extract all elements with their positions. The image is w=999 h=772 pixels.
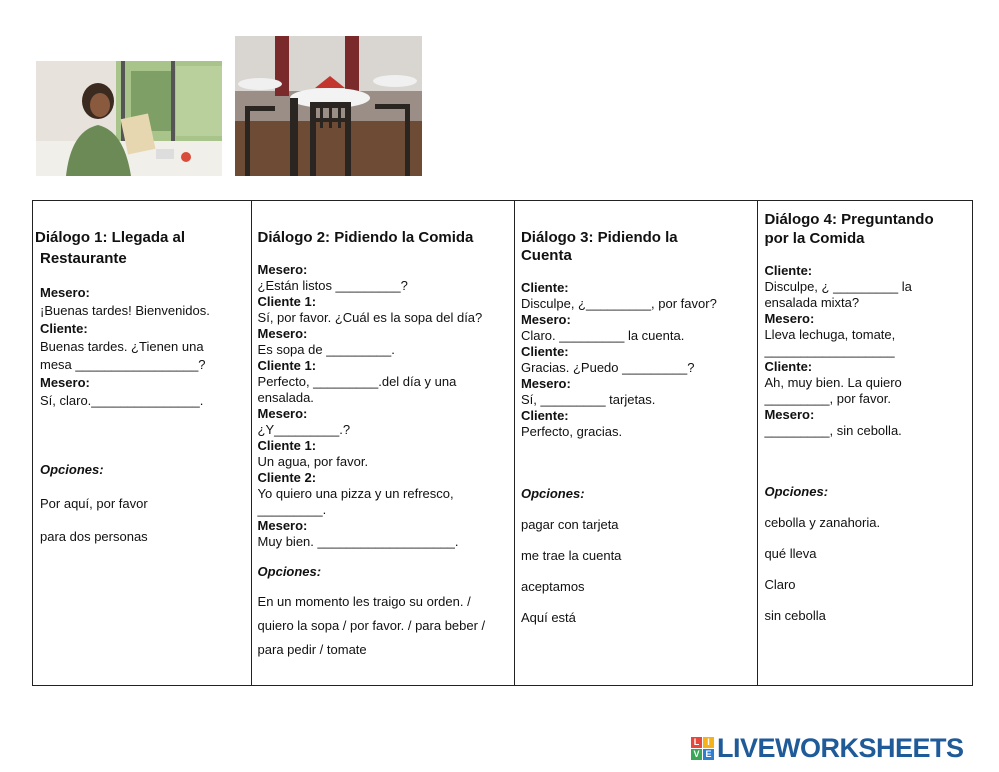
dialog-line: _________. (257, 502, 327, 517)
dialog-3-title-line-1: Diálogo 3: Pidiendo la (520, 229, 678, 246)
speaker-label: Mesero: (520, 312, 571, 327)
option-item: Claro (764, 577, 796, 592)
options-header: Opciones: (764, 484, 829, 499)
dialog-1-column (33, 201, 252, 685)
dialog-line: _________, por favor. (764, 391, 891, 406)
dialog-line: ¿Y_________.? (257, 422, 351, 437)
dialog-line: Claro. _________ la cuenta. (520, 328, 685, 343)
dialog-2-title: Diálogo 2: Pidiendo la Comida (257, 229, 474, 246)
dialog-table (32, 200, 973, 686)
speaker-label: Cliente 2: (257, 470, 317, 485)
option-item: Por aquí, por favor (40, 496, 148, 511)
option-item: me trae la cuenta (520, 548, 622, 563)
dialog-line: Disculpe, ¿_________, por favor? (520, 296, 717, 311)
speaker-label: Cliente: (40, 321, 88, 336)
liveworksheets-logo (691, 733, 991, 763)
dialog-line: Gracias. ¿Puedo _________? (520, 360, 695, 375)
dialog-line: ensalada mixta? (764, 295, 860, 310)
dialog-4-title-line-2: por la Comida (764, 230, 865, 247)
dialog-4-column (758, 201, 972, 685)
speaker-label: Cliente: (520, 408, 569, 423)
dialog-line: Ah, muy bien. La quiero (764, 375, 902, 390)
dialog-line: _________, sin cebolla. (764, 423, 902, 438)
woman-reading-menu-photo (36, 61, 222, 176)
option-item: quiero la sopa / por favor. / para beber / (257, 618, 486, 633)
logo-letter: V (691, 749, 702, 760)
live-logo-mark-icon (691, 737, 714, 760)
restaurant-tables-photo (235, 36, 422, 176)
speaker-label: Mesero: (257, 326, 308, 341)
dialog-line: Perfecto, _________.del día y una (257, 374, 457, 389)
speaker-label: Mesero: (257, 262, 308, 277)
speaker-label: Cliente 1: (257, 438, 317, 453)
speaker-label: Mesero: (257, 406, 308, 421)
speaker-label: Mesero: (520, 376, 571, 391)
logo-letter: E (703, 749, 714, 760)
dialog-line: Muy bien. ___________________. (257, 534, 459, 549)
dialog-2-column (252, 201, 515, 685)
dialog-3-title-line-2: Cuenta (520, 247, 572, 264)
logo-letter: L (691, 737, 702, 748)
dialog-line: Disculpe, ¿ _________ la (764, 279, 912, 294)
dialog-1-lines (40, 285, 210, 411)
dialog-3-lines (521, 280, 717, 440)
speaker-label: Cliente 1: (257, 294, 317, 309)
dialog-line: Sí, _________ tarjetas. (520, 392, 656, 407)
dialog-line: Perfecto, gracias. (520, 424, 623, 439)
dialog-line: ensalada. (257, 390, 314, 405)
speaker-label: Mesero: (764, 407, 815, 422)
option-item: Aquí está (520, 610, 576, 625)
options-header: Opciones: (257, 564, 322, 579)
option-item: qué lleva (764, 546, 817, 561)
speaker-label: Mesero: (764, 311, 815, 326)
dialog-2-lines (258, 262, 483, 550)
dialog-line: Un agua, por favor. (257, 454, 369, 469)
option-item: para dos personas (40, 529, 148, 544)
option-item: sin cebolla (764, 608, 826, 623)
speaker-label: Mesero: (257, 518, 308, 533)
option-item: pagar con tarjeta (520, 517, 619, 532)
dialog-line: Es sopa de _________. (257, 342, 395, 357)
logo-letter: I (703, 737, 714, 748)
dialog-line: __________________ (764, 343, 895, 358)
dialog-line: ¡Buenas tardes! Bienvenidos. (40, 303, 210, 318)
dialog-line: Sí, por favor. ¿Cuál es la sopa del día? (257, 310, 483, 325)
dialog-line: Lleva lechuga, tomate, (764, 327, 896, 342)
option-item: para pedir / tomate (257, 642, 367, 657)
speaker-label: Cliente 1: (257, 358, 317, 373)
speaker-label: Mesero: (40, 375, 90, 390)
options-header: Opciones: (520, 486, 585, 501)
dialog-4-lines (764, 263, 911, 439)
dialog-line: mesa _________________? (40, 357, 206, 372)
speaker-label: Cliente: (764, 359, 813, 374)
dialog-1-title-line-2: Restaurante (40, 250, 127, 267)
dialog-line: ¿Están listos _________? (257, 278, 408, 293)
dialog-line: Sí, claro._______________. (40, 393, 204, 408)
dialog-line: Yo quiero una pizza y un refresco, (257, 486, 454, 501)
option-item: cebolla y zanahoria. (764, 515, 881, 530)
option-item: En un momento les traigo su orden. / (257, 594, 471, 609)
speaker-label: Mesero: (40, 285, 90, 300)
dialog-4-title-line-1: Diálogo 4: Preguntando (764, 211, 934, 228)
speaker-label: Cliente: (764, 263, 813, 278)
speaker-label: Cliente: (520, 344, 569, 359)
dialog-1-title-line-1: Diálogo 1: Llegada al (35, 229, 186, 246)
logo-wordmark: LIVEWORKSHEETS (717, 732, 964, 763)
dialog-line: Buenas tardes. ¿Tienen una (40, 339, 204, 354)
options-header: Opciones: (40, 462, 104, 477)
option-item: aceptamos (520, 579, 585, 594)
dialog-3-column (515, 201, 758, 685)
speaker-label: Cliente: (520, 280, 569, 295)
